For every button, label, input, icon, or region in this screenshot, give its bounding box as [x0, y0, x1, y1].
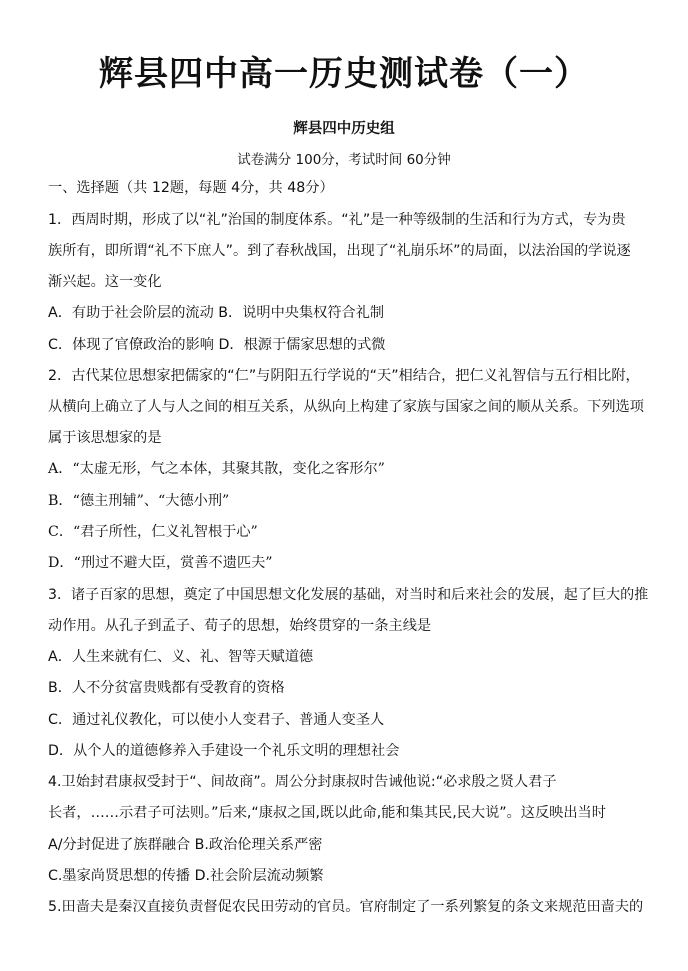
option-line: B．“德主刑辅”、“大德小刑” [48, 493, 230, 509]
option-line: A．人生来就有仁、义、礼、智等天赋道德 [48, 649, 314, 665]
option-line: D．“刑过不避大臣，赏善不遗匹夫” [48, 555, 273, 571]
text-line: 渐兴起。这一变化 [48, 274, 162, 290]
exam-meta: 试卷满分 100分，考试时间 60分钟 [237, 152, 451, 168]
text-line: 从横向上确立了人与人之间的相互关系，从纵向上构建了家族与国家之间的顺从关系。下列选项 [48, 399, 644, 415]
option-line: C．体现了官僚政治的影响 D．根源于儒家思想的式微 [48, 337, 386, 353]
option-line: A．有助于社会阶层的流动 B．说明中央集权符合礼制 [48, 305, 385, 321]
text-line: 动作用。从孔子到孟子、荀子的思想，始终贯穿的一条主线是 [48, 618, 432, 634]
text-line: 5.田啬夫是秦汉直接负责督促农民田劳动的官员。官府制定了一系列繁复的条文来规范田啬夫的 [48, 899, 644, 915]
text-line: 长者，……示君子可法则。”后来,“康叔之国,既以此命,能和集其民,民大说”。这反映出当时 [48, 805, 606, 821]
option-line: C.墨家尚贤思想的传播 D.社会阶层流动频繁 [48, 868, 324, 884]
text-line: 族所有，即所谓“礼不下庶人”。到了春秋战国，出现了“礼崩乐坏”的局面，以法治国的学说逐 [48, 243, 631, 259]
option-line: A/分封促进了族群融合 B.政治伦理关系严密 [48, 837, 323, 853]
option-line: C．通过礼仪教化，可以使小人变君子、普通人变圣人 [48, 712, 385, 728]
text-line: 2．古代某位思想家把儒家的“仁”与阴阳五行学说的“天”相结合，把仁义礼智信与五行相比附， [48, 368, 640, 384]
option-line: C．“君子所性，仁义礼智根于心” [48, 524, 258, 540]
text-line: 4.卫始封君康叔受封于“、间故商”。周公分封康叔时告诫他说:“必求殷之贤人君子 [48, 774, 557, 790]
text-line: 3．诸子百家的思想，奠定了中国思想文化发展的基础，对当时和后来社会的发展，起了巨大的推 [48, 587, 649, 603]
text-line: 属于该思想家的是 [48, 430, 162, 446]
section-heading: 一、选择题（共 12题，每题 4分，共 48分） [48, 180, 334, 196]
text-line: 1．西周时期，形成了以“礼”治国的制度体系。“礼”是一种等级制的生活和行为方式，专为贵 [48, 212, 626, 228]
subtitle: 辉县四中历史组 [293, 121, 395, 137]
option-line: D．从个人的道德修养入手建设一个礼乐文明的理想社会 [48, 743, 400, 759]
option-line: A．“太虚无形，气之本体，其聚其散，变化之客形尔” [48, 461, 385, 477]
page-title: 辉县四中高一历史测试卷（一） [99, 54, 589, 94]
option-line: B．人不分贫富贵贱都有受教育的资格 [48, 680, 285, 696]
